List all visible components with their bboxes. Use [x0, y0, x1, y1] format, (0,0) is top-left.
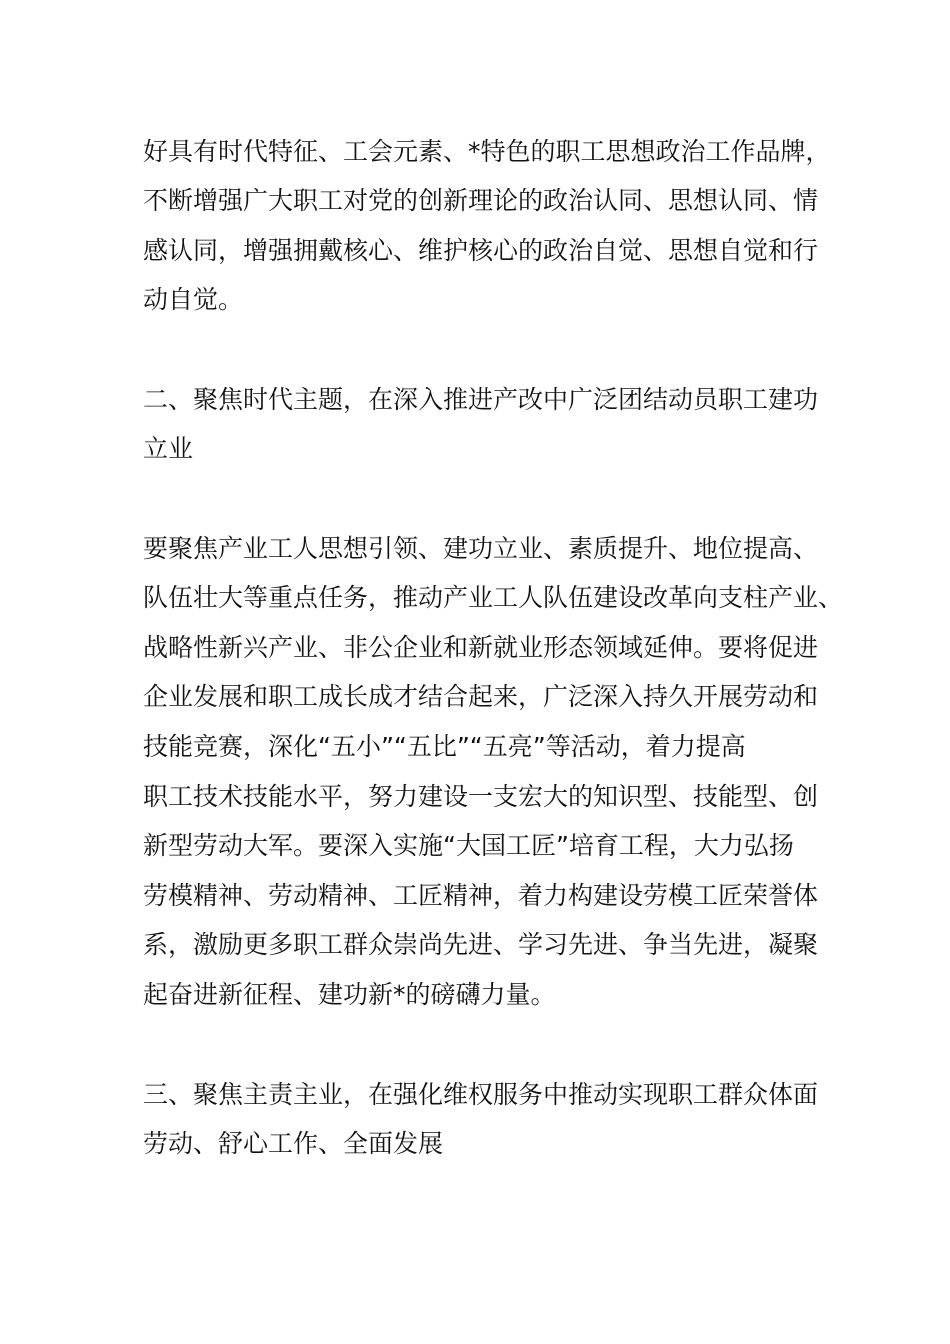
section-heading-line: 二、聚焦时代主题，在深入推进产改中广泛团结动员职工建功 [143, 385, 819, 414]
section-heading-line: 三、聚焦主责主业，在强化维权服务中推动实现职工群众体面 [143, 1080, 819, 1109]
section-heading-line: 立业 [143, 434, 194, 463]
paragraph-line: 动自觉。 [143, 285, 244, 314]
paragraph-line: 系，激励更多职工群众崇尚先进、学习先进、争当先进，凝聚 [143, 930, 819, 959]
paragraph-line: 企业发展和职工成长成才结合起来，广泛深入持久开展劳动和 [143, 682, 819, 711]
paragraph-line: 要聚焦产业工人思想引领、建功立业、素质提升、地位提高、 [143, 534, 819, 563]
paragraph-line: 队伍壮大等重点任务，推动产业工人队伍建设改革向支柱产业、 [143, 583, 844, 612]
paragraph-line: 劳模精神、劳动精神、工匠精神，着力构建设劳模工匠荣誉体 [143, 881, 819, 910]
paragraph-line: 战略性新兴产业、非公企业和新就业形态领域延伸。要将促进 [143, 633, 819, 662]
paragraph-line: 新型劳动大军。要深入实施“大国工匠”培育工程，大力弘扬 [143, 831, 794, 860]
section-heading-line: 劳动、舒心工作、全面发展 [143, 1129, 444, 1158]
paragraph-line: 职工技术技能水平，努力建设一支宏大的知识型、技能型、创 [143, 782, 819, 811]
paragraph-line: 好具有时代特征、工会元素、*特色的职工思想政治工作品牌， [143, 137, 831, 166]
paragraph-line: 不断增强广大职工对党的创新理论的政治认同、思想认同、情 [143, 186, 819, 215]
paragraph-line: 技能竞赛，深化“五小”“五比”“五亮”等活动，着力提高 [143, 732, 746, 761]
paragraph-line: 感认同，增强拥戴核心、维护核心的政治自觉、思想自觉和行 [143, 236, 819, 265]
paragraph-line: 起奋进新征程、建功新*的磅礴力量。 [143, 980, 556, 1009]
